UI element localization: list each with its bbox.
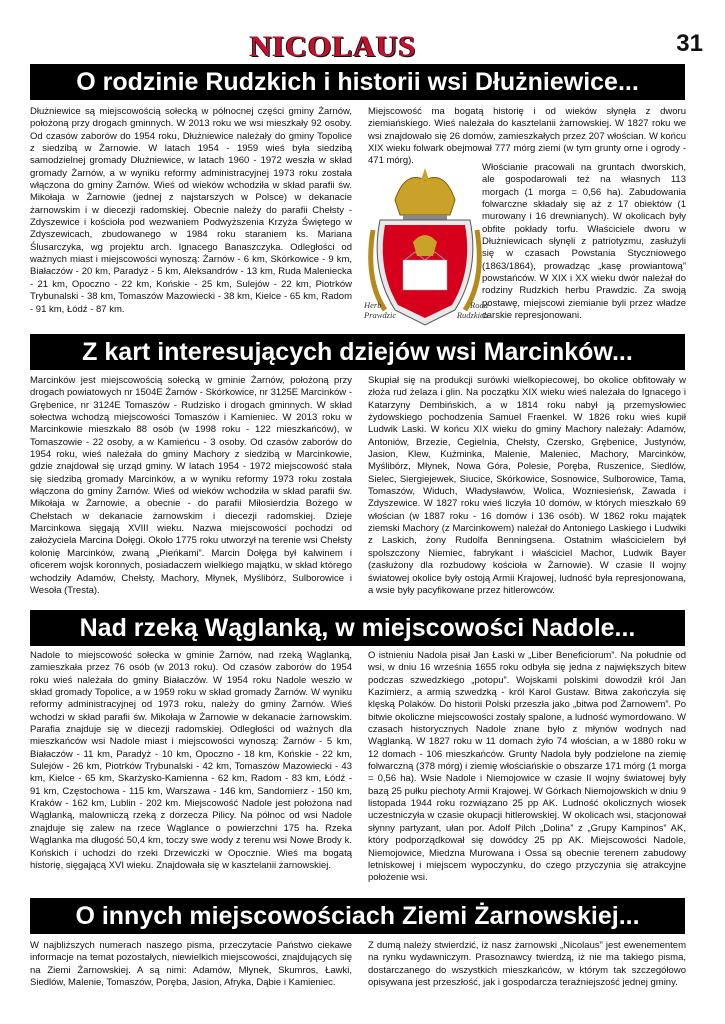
paragraph: Z dumą należy stwierdzić, iż nasz żarnowski „Nicolaus” jest ewenementem na rynku wydawniczym. Prasoznawcy twierdzą, iż nie ma takiego pisma, dostarczanego do wszystkich mieszkańców, w którym tak szczegółowo opisywana jest przeszłość, jak i gospodarcza teraźniejszość jednej gminy. [368,940,686,989]
article-nadole-left [30,650,352,896]
section-heading-inne: O innych miejscowościach Ziemi Żarnowskiej... [30,898,685,934]
article-marcinkow-left [30,375,352,607]
page-header [0,0,725,63]
paragraph: W najbliższych numerach naszego pisma, przeczytacie Państwo ciekawe informacje na temat pozostałych, niewielkich miejscowości, znajdujących się na Ziemi Żarnowskiej. A są nimi: Adamów, Młynek, Skumros, Ławki, Siedlów, Malenie, Tomaszów, Poręba, Jasion, Afryka, Dąbie i Kamieniec. [30,940,352,989]
crest-caption-left: Herb Prawdzic [364,300,397,320]
article-marcinkow-right [368,375,686,607]
article-dluzniewice-right-wrap [482,162,686,330]
article-inne-right [368,940,686,1010]
paragraph: Skupiał się na produkcji surówki wielkopiecowej, bo okolice obfitowały w złoża rud żelaza i glin. Na początku XIX wieku wieś należała do Ignacego i Katarzyny Dembińskich, a w 1814 roku nabył ją przemysłowiec żydowskiego pochodzenia Samuel Fraenkel. W 1826 roku wieś kupił Ludwik Laski. W końcu XIX wieku do gminy Machory należały: Adamów, Antoniów, Brzezie, Cegielnia, Chełsty, Czersko, Grębenice, Justynów, Jasion, Klew, Kuźminka, Malenie, Maleniec, Machory, Marcinków, Myślibórz, Młynek, Nowa Góra, Polesie, Poręba, Ruszenice, Siedlów, Sielec, Siergiejewek, Siucice, Skórkowice, Sosnowice, Sulborowice, Tama, Tomaszów, Widuch, Władysławów, Wolica, Wozniesieńsk, Zawada i Zdyszewice. W 1827 roku wieś liczyła 10 domów, w których mieszkało 69 włościan (w 1887 roku - 16 domów i 136 osób). W 1862 roku majątek ziemski Machory (z Marcinkowem) należał do Antoniego Laskiego i Ludwiki z Laskich, żony Rudolfa Benningsena. Ostatnim właścicielem był spolszczony Niemiec, fabrykant i właściciel Machor, Ludwik Bayer (zasłużony dla rozbudowy kościoła w Żarnowie). W czasie II wojny światowej okolice były ostoją Armii Krajowej, ludność była represjonowana, a wsie były pacyfikowane przez hitlerowców. [368,375,686,596]
article-dluzniewice-left [30,106,352,328]
paragraph: O istnieniu Nadola pisał Jan Łaski w „Liber Beneficiorum”. Na południe od wsi, w dniu 16 września 1655 roku odbyła się jedna z największych bitew podczas szwedzkiego „potopu”. Wojskami polskimi dowodził król Jan Kazimierz, a armią szwedzką - król Karol Gustaw. Bitwa zakończyła się klęską Polaków. Do historii Polski przeszła jako „bitwa pod Żarnowem”. Po bitwie okoliczne miejscowości zostały spalone, a ludność wymordowano. W czasach historycznych Nadole znane było z młynów wodnych nad Wąglanką. W 1827 roku w 11 domach żyło 74 włościan, a w 1880 roku w 12 domach - 106 mieszkańców. Grunty Nadola były podzielone na ziemię folwarczną (378 mórg) i ziemię włościańskie o obszarze 171 mórg (1 morga = 0,56 ha). Wsie Nadole i Niemojowice w czasie II wojny światowej były bazą 25 pułku piechoty Armii Krajowej. W Górkach Niemojowskich w dniu 9 listopada 1944 roku rozwiązano 25 pp AK. Ludność okolicznych wiosek uczestniczyła w czasie okupacji hitlerowskiej. W okolicach wsi, stacjonował słynny partyzant, ułan por. Adolf Pilch „Dolina” z „Grupy Kampinos” AK, który podporządkował się dowódcy 25 pp AK. Miejscowości Nadole, Niemojowice, Miedzna Murowana i Ossa są obecnie terenem zabudowy letniskowej i miejscem wypoczynku, do czego przyczynia się atrakcyjne położenie wsi. [368,650,686,884]
paragraph: Marcinków jest miejscowością sołecką w gminie Żarnów, położoną przy drogach powiatowych nr 1504E Żarnów - Skórkowice, nr 3125E Marcinków - Grębenice, nr 3124E Tomaszów - Rudzisko i drogach gminnych. W skład sołectwa wchodzą miejscowości Tomaszów i Kamieniec. W 2013 roku w Marcinkowie mieszkało 88 osób (w 1998 roku - 122 mieszkańców), w Tomaszowie - 22 osoby, a w Kamieńcu - 3 osoby. Od czasów zaborów do 1954 roku, wieś należała do gminy Machory z siedzibą w Marcinkowie, gdzie znajdował się urząd gminy. W latach 1954 - 1972 miejscowość stała się siedzibą gromady Marcinków, a w wyniku reformy 1973 roku została włączona do gminy Żarnów. Wieś od wieków wchodziła w skład parafii św. Mikołaja w Żarnowie, a obecnie - do parafii Miłosierdzia Bożego w Chełstach w dekanacie żarnowskim i diecezji radomskiej. Dzieje Marcinkowa sięgają XVIII wieku. Nazwa miejscowości pochodzi od założyciela Marcina Dołęgi. Około 1775 roku utworzył na terenie wsi Chełsty kolonię Marcinków, zwaną „Pieńkami”. Marcin Dołęga był kalwinem i oficerem wojsk koronnych, posiadaczem wielkiego majątku, w skład którego wchodziły Adamów, Chełsty, Machory, Młynek, Myślibórz, Sulborowice i Wesoła (Tresta). [30,375,352,596]
paragraph: Dłużniewice są miejscowością sołecką w północnej części gminy Żarnów, położoną przy drogach gminnych. W 2013 roku we wsi mieszkały 92 osoby. Od czasów zaborów do 1954 roku, Dłużniewice należały do gminy Topolice z siedzibą w Żarnowie. W latach 1954 - 1959 wieś była siedzibą samodzielnej gromady Dłużniewice, w latach 1960 - 1972 weszła w skład gromady Żarnów, a w wyniku reformy administracyjnej 1973 roku została włączona do gminy Żarnów. Wieś od wieków wchodziła w skład parafii św. Mikołaja w Żarnowie (jednej z najstarszych w Polsce) w dekanacie żarnowskim i w diecezji radomskiej. Obecnie należy do parafii Chełsty - Zdyszewice i kościoła pod wezwaniem Podwyższenia Krzyża Świętego w Zdyszewicach, zbudowanego w 1984 roku staraniem ks. Mariana Ślusarczyka, wg projektu arch. Ignacego Banaszczyka. Odległości od ważnych miast i miejscowości wynoszą: Żarnów - 6 km, Skórkowice - 9 km, Białaczów - 20 km, Paradyż - 5 km, Aleksandrów - 13 km, Ruda Maleniecka - 21 km, Opoczno - 22 km, Końskie - 25 km, Sulejów - 22 km, Piotrków Trybunalski - 38 km, Tomaszów Mazowiecki - 38 km, Kielce - 65 km, Radom - 91 km, Łódź - 87 km. [30,106,352,315]
crest-caption-right: Rodu Rudzkich [456,300,488,320]
article-nadole-right [368,650,686,896]
page-number: 31 [676,30,703,57]
article-dluzniewice-right-top [368,106,686,167]
article-inne-left [30,940,352,1010]
paragraph: Włościanie pracowali na gruntach dworskich, ale gospodarowali też na własnych 113 morgach (1 morga = 0,56 ha). Zabudowania folwarczne składały się aż z 17 obiektów (1 murowany i 16 drewnianych). W okolicach były obfite pokłady torfu. Właściciele dworu w Dłużniewicach słynęli z patriotyzmu, zasłużyli się w czasach Powstania Styczniowego (1863/1864), prowadząc „kasę prowiantową” powstańców. W XIX i XX wieku dwór należał do rodziny Rudzkich herbu Prawdzic. Za swoją postawę, miejscowi ziemianie byli przez władze carskie represjonowani. [482,162,686,322]
masthead-title: NICOLAUS [250,30,417,63]
paragraph: Nadole to miejscowość sołecka w gminie Żarnów, nad rzeką Wąglanką, zamieszkała przez 76 osób (w 2013 roku). Od czasów zaborów do 1954 roku wieś należała do gminy Białaczów. W 1954 roku Nadole weszło w skład gromady Topolice, a w 1959 roku w skład gromady Żarnów. W wyniku reformy administracyjnej od 1973 roku, należy do gminy Żarnów. Wieś wchodzi w skład parafii św. Mikołaja w Żarnowie w dekanacie żarnowskim. Parafia znajduje się w diecezji radomskiej. Odległości od ważnych dla mieszkańców wsi Nadole miast i miejscowości wynoszą: Żarnów - 5 km, Białaczów - 11 km, Paradyż - 10 km, Opoczno - 18 km, Końskie - 22 km, Sulejów - 26 km, Piotrków Trybunalski - 42 km, Tomaszów Mazowiecki - 43 km, Kielce - 65 km, Skarżysko-Kamienna - 62 km, Radom - 83 km, Łódź - 91 km, Częstochowa - 115 km, Warszawa - 146 km, Sandomierz - 150 km, Kraków - 162 km, Lublin - 202 km. Miejscowość Nadole jest położona nad Wąglanką, malowniczą rzeką z dorzecza Pilicy. Na północ od wsi Nadole znajduje się zalew na rzece Wąglance o powierzchni 175 ha. Rzeka Wąglanka ma długość 50,4 km, toczy swe wody z terenu wsi Nowe Brody k. Końskich i uchodzi do rzeki Drzewiczki w Opocznie. Wieś ma bogatą historię, sięgającą XVI wieku. Znajdowała się w kasztelanii żarnowskiej. [30,650,352,871]
section-heading-dluzniewice: O rodzinie Rudzkich i historii wsi Dłużniewice... [30,64,685,100]
section-heading-marcinkow: Z kart interesujących dziejów wsi Marcinków... [30,334,685,370]
paragraph: Miejscowość ma bogatą historię i od wieków słynęła z dworu ziemiańskiego. Wieś należała do kasztelanii żarnowskiej. W 1827 roku we wsi znajdowało się 26 domów, zamieszkałych przez 207 włościan. W końcu XIX wieku folwark obejmował 777 mórg ziemi (w tym grunty orne i ogrody - 471 mórg). [368,106,686,167]
section-heading-nadole: Nad rzeką Wąglanką, w miejscowości Nadole... [30,610,685,646]
